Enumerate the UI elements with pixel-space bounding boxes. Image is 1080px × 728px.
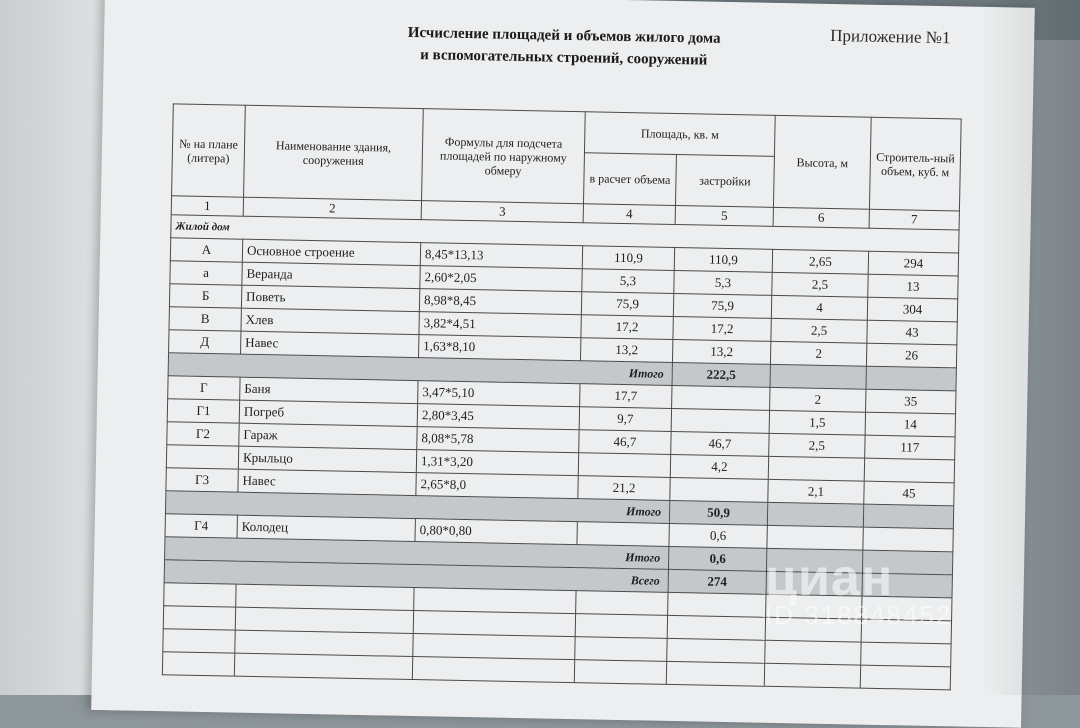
document-title xyxy=(304,20,825,74)
area-volume-cell xyxy=(578,453,670,478)
name-cell: Колодец xyxy=(237,515,415,541)
formula-cell: 0,80*0,80 xyxy=(415,519,577,545)
height-cell xyxy=(767,525,863,550)
total-value: 50,9 xyxy=(669,500,767,525)
volume-cell: 294 xyxy=(868,251,958,276)
area-volume-cell: 110,9 xyxy=(582,246,674,271)
height-cell: 1,5 xyxy=(769,410,865,435)
formula-cell: 2,80*3,45 xyxy=(417,404,579,430)
area-built-cell: 5,3 xyxy=(674,270,772,295)
volume-cell: 45 xyxy=(864,481,954,506)
area-volume-cell: 13,2 xyxy=(580,338,672,363)
volume-cell: 43 xyxy=(867,320,957,345)
height-cell: 2,5 xyxy=(771,318,867,343)
area-built-cell: 0,6 xyxy=(669,523,767,548)
area-volume-cell: 46,7 xyxy=(579,430,671,455)
colnum-4: 4 xyxy=(583,204,675,225)
name-cell: Баня xyxy=(240,377,418,403)
height-cell: 4 xyxy=(771,295,867,320)
height-cell: 2,1 xyxy=(768,479,864,504)
area-built-cell: 46,7 xyxy=(671,431,769,456)
lit-cell: Г xyxy=(168,376,240,400)
formula-cell: 3,82*4,51 xyxy=(419,312,581,338)
total-value: 222,5 xyxy=(672,362,770,387)
colnum-6: 6 xyxy=(773,207,869,228)
total-label: Итого xyxy=(165,537,669,570)
name-cell: Навес xyxy=(241,331,419,357)
watermark-id: ID 318848452 xyxy=(765,600,953,630)
empty-cell xyxy=(770,364,866,389)
empty-cell xyxy=(767,502,863,527)
header-volume: Строитель-ный объем, куб. м xyxy=(869,117,961,211)
formula-cell: 8,08*5,78 xyxy=(417,427,579,453)
watermark xyxy=(765,548,952,631)
area-built-cell: 110,9 xyxy=(674,247,772,272)
volume-cell: 35 xyxy=(866,389,956,414)
colnum-2: 2 xyxy=(243,197,421,219)
height-cell: 2,5 xyxy=(772,272,868,297)
header-area-volume: в расчет объема xyxy=(583,153,676,206)
height-cell xyxy=(768,456,864,481)
volume-cell: 14 xyxy=(865,412,955,437)
area-built-cell: 4,2 xyxy=(670,454,768,479)
header-area: Площадь, кв. м xyxy=(584,112,775,157)
header-lit: № на плане (литера) xyxy=(172,104,246,197)
lit-cell: В xyxy=(169,307,241,331)
header-row-1 xyxy=(173,104,962,160)
area-built-cell: 17,2 xyxy=(673,316,771,341)
volume-cell: 26 xyxy=(866,343,956,368)
lit-cell: А xyxy=(170,238,242,262)
colnum-5: 5 xyxy=(675,205,773,226)
area-volume-cell xyxy=(577,522,669,547)
formula-cell: 2,65*8,0 xyxy=(416,473,578,499)
formula-cell: 1,31*3,20 xyxy=(416,450,578,476)
height-cell: 2,65 xyxy=(772,249,868,274)
area-built-cell xyxy=(671,408,769,433)
lit-cell: Г3 xyxy=(166,468,238,492)
lit-cell: Г4 xyxy=(165,514,237,538)
title-line-1: Исчисление площадей и объемов жилого дома xyxy=(407,24,721,47)
name-cell: Навес xyxy=(238,469,416,495)
lit-cell: Г1 xyxy=(167,399,239,423)
lit-cell xyxy=(166,445,238,469)
volume-cell: 117 xyxy=(865,435,955,460)
area-volume-cell: 21,2 xyxy=(578,476,670,501)
name-cell: Поветь xyxy=(241,285,419,311)
empty-cell xyxy=(863,504,953,529)
area-built-cell: 13,2 xyxy=(672,339,770,364)
area-built-cell: 75,9 xyxy=(673,293,771,318)
total-label: Итого xyxy=(165,491,669,524)
grand-total-label: Всего xyxy=(164,560,668,593)
volume-cell: 13 xyxy=(868,274,958,299)
area-volume-cell: 9,7 xyxy=(579,407,671,432)
area-volume-cell: 17,2 xyxy=(581,315,673,340)
total-value: 0,6 xyxy=(668,546,766,571)
area-volume-cell: 17,7 xyxy=(580,384,672,409)
lit-cell: а xyxy=(170,261,242,285)
header-height: Высота, м xyxy=(773,115,871,209)
volume-cell: 304 xyxy=(867,297,957,322)
name-cell: Погреб xyxy=(239,400,417,426)
name-cell: Крыльцо xyxy=(238,446,416,472)
total-label: Итого xyxy=(168,353,672,386)
name-cell: Основное строение xyxy=(242,239,420,265)
area-built-cell xyxy=(672,385,770,410)
formula-cell: 8,98*8,45 xyxy=(419,289,581,315)
name-cell: Хлев xyxy=(241,308,419,334)
colnum-3: 3 xyxy=(421,201,583,223)
formula-cell: 1,63*8,10 xyxy=(419,335,581,361)
watermark-logo: циан xyxy=(765,549,894,607)
header-area-built: застройки xyxy=(675,155,774,208)
colnum-1: 1 xyxy=(171,196,243,216)
area-built-cell xyxy=(670,477,768,502)
lit-cell: Б xyxy=(169,284,241,308)
area-volume-cell: 75,9 xyxy=(581,292,673,317)
formula-cell: 3,47*5,10 xyxy=(418,381,580,407)
area-volume-cell: 5,3 xyxy=(582,269,674,294)
header-name: Наименование здания, сооружения xyxy=(244,105,424,200)
section-title: Жилой дом xyxy=(171,215,959,253)
height-cell: 2 xyxy=(770,387,866,412)
colnum-7: 7 xyxy=(869,209,959,230)
header-formula: Формулы для подсчета площадей по наружному обмеру xyxy=(422,109,586,204)
lit-cell: Г2 xyxy=(167,422,239,446)
height-cell: 2 xyxy=(770,341,866,366)
title-line-2: и вспомогательных строений, сооружений xyxy=(420,47,708,69)
empty-cell xyxy=(866,366,956,391)
name-cell: Гараж xyxy=(239,423,417,449)
formula-cell: 2,60*2,05 xyxy=(420,266,582,292)
lit-cell: Д xyxy=(169,330,241,354)
name-cell: Веранда xyxy=(242,262,420,288)
appendix-label: Приложение №1 xyxy=(830,25,951,48)
height-cell: 2,5 xyxy=(769,433,865,458)
grand-total-value: 274 xyxy=(668,569,766,594)
formula-cell: 8,45*13,13 xyxy=(420,243,582,269)
volume-cell xyxy=(864,458,954,483)
